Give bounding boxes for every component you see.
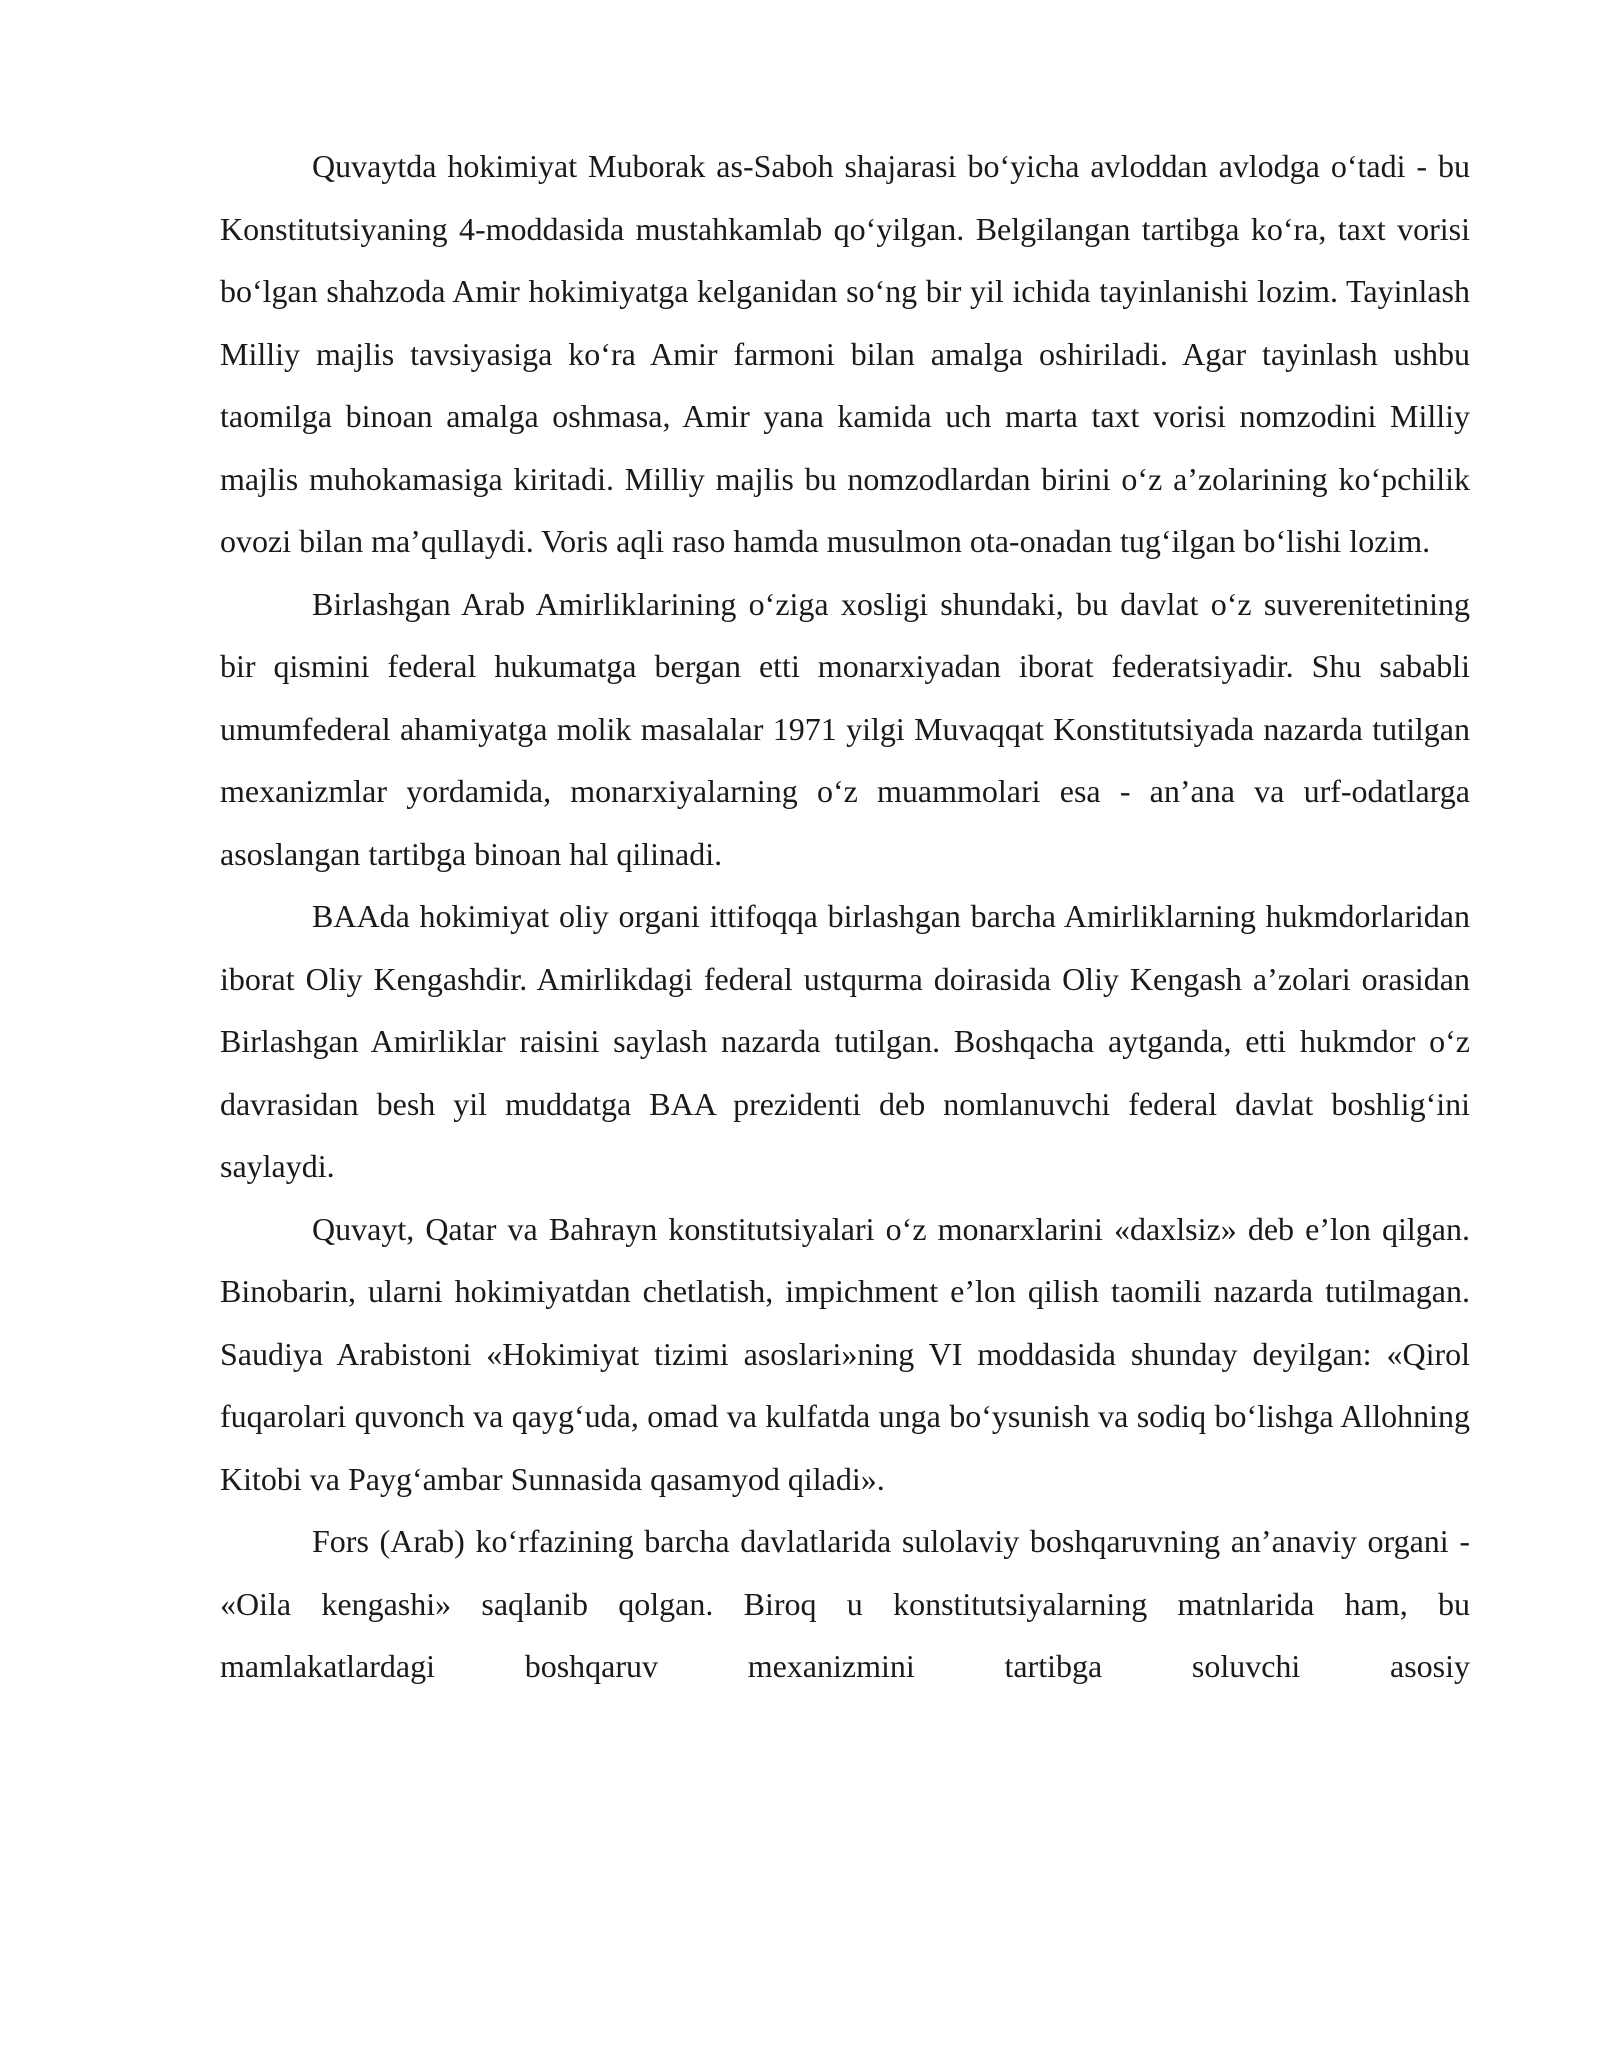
paragraph-uae-federation: Birlashgan Arab Amirliklarining o‘ziga xosligi shundaki, bu davlat o‘z suverenitetining bir qismini federal hukumatga bergan etti monarxiyadan iborat federatsiyadir. Shu sababli umumfederal ahamiyatga molik masalalar 1971 yilgi Muvaqqat Konstitutsiyada nazarda tutilgan mexanizmlar yordamida, monarxiyalarning o‘z muammolari esa - an’ana va urf-odatlarga asoslangan tartibga binoan hal qilinadi. — [220, 585, 1470, 872]
paragraph-family-council: Fors (Arab) ko‘rfazining barcha davlatlarida sulolaviy boshqaruvning an’anaviy organi - «Oila kengashi» saqlanib qolgan. Biroq u konstitutsiyalarning matnlarida ham, bu mamlakatlardagi boshqaruv mexanizmini tartibga soluvchi asosiy — [220, 1523, 1470, 1684]
paragraph-monarch-inviolability: Quvayt, Qatar va Bahrayn konstitutsiyalari o‘z monarxlarini «daxlsiz» deb e’lon qilgan. Binobarin, ularni hokimiyatdan chetlatish, impichment e’lon qilish taomili nazarda tutilmagan. Saudiya Arabistoni «Hokimiyat tizimi asoslari»ning VI moddasida shunday deyilgan: «Qirol fuqarolari quvonch va qayg‘uda, omad va kulfatda unga bo‘ysunish va sodiq bo‘lishga Allohning Kitobi va Payg‘ambar Sunnasida qasamyod qiladi». — [220, 1210, 1470, 1497]
document-page — [220, 135, 1470, 1698]
paragraph-kuwait-succession: Quvaytda hokimiyat Muborak as-Saboh shajarasi bo‘yicha avloddan avlodga o‘tadi - bu Konstitutsiyaning 4-moddasida mustahkamlab qo‘yilgan. Belgilangan tartibga ko‘ra, taxt vorisi bo‘lgan shahzoda Amir hokimiyatga kelganidan so‘ng bir yil ichida tayinlanishi lozim. Tayinlash Milliy majlis tavsiyasiga ko‘ra Amir farmoni bilan amalga oshiriladi. Agar tayinlash ushbu taomilga binoan amalga oshmasa, Amir yana kamida uch marta taxt vorisi nomzodini Milliy majlis muhokamasiga kiritadi. Milliy majlis bu nomzodlardan birini o‘z a’zolarining ko‘pchilik ovozi bilan ma’qullaydi. Voris aqli raso hamda musulmon ota-onadan tug‘ilgan bo‘lishi lozim. — [220, 148, 1470, 559]
paragraph-uae-supreme-council: BAAda hokimiyat oliy organi ittifoqqa birlashgan barcha Amirliklarning hukmdorlaridan iborat Oliy Kengashdir. Amirlikdagi federal ustqurma doirasida Oliy Kengash a’zolari orasidan Birlashgan Amirliklar raisini saylash nazarda tutilgan. Boshqacha aytganda, etti hukmdor o‘z davrasidan besh yil muddatga BAA prezidenti deb nomlanuvchi federal davlat boshlig‘ini saylaydi. — [220, 898, 1470, 1184]
